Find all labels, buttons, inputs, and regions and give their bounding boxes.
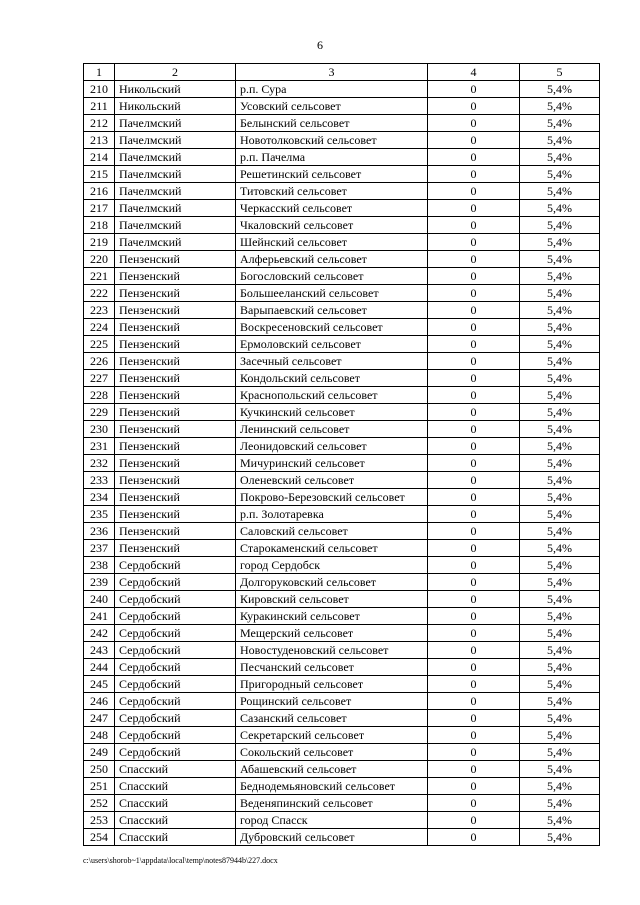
rate-cell: 5,4% — [520, 642, 600, 659]
value-cell: 0 — [428, 421, 520, 438]
settlement-cell: Мичуринский сельсовет — [236, 455, 428, 472]
table-row — [84, 115, 600, 132]
rate-cell: 5,4% — [520, 370, 600, 387]
rate-cell: 5,4% — [520, 693, 600, 710]
table-row — [84, 472, 600, 489]
settlement-cell: Беднодемьяновский сельсовет — [236, 778, 428, 795]
value-cell: 0 — [428, 353, 520, 370]
table-row — [84, 489, 600, 506]
table-row — [84, 268, 600, 285]
settlement-cell: Кондольский сельсовет — [236, 370, 428, 387]
district-cell: Сердобский — [115, 557, 236, 574]
table-header-row — [84, 64, 600, 81]
district-cell: Пензенский — [115, 523, 236, 540]
header-col-1: 1 — [84, 64, 115, 81]
table-row — [84, 540, 600, 557]
row-number: 227 — [84, 370, 115, 387]
row-number: 244 — [84, 659, 115, 676]
rate-cell: 5,4% — [520, 353, 600, 370]
value-cell: 0 — [428, 285, 520, 302]
district-cell: Сердобский — [115, 591, 236, 608]
settlement-cell: Рощинский сельсовет — [236, 693, 428, 710]
settlement-cell: Варыпаевский сельсовет — [236, 302, 428, 319]
rate-cell: 5,4% — [520, 540, 600, 557]
value-cell: 0 — [428, 727, 520, 744]
district-cell: Сердобский — [115, 727, 236, 744]
value-cell: 0 — [428, 149, 520, 166]
district-cell: Пензенский — [115, 540, 236, 557]
settlement-cell: Черкасский сельсовет — [236, 200, 428, 217]
settlement-cell: Алферьевский сельсовет — [236, 251, 428, 268]
table-row — [84, 693, 600, 710]
rate-cell: 5,4% — [520, 523, 600, 540]
value-cell: 0 — [428, 608, 520, 625]
settlement-cell: Богословский сельсовет — [236, 268, 428, 285]
table-row — [84, 795, 600, 812]
value-cell: 0 — [428, 217, 520, 234]
district-cell: Сердобский — [115, 625, 236, 642]
district-cell: Пензенский — [115, 285, 236, 302]
settlement-cell: р.п. Пачелма — [236, 149, 428, 166]
row-number: 215 — [84, 166, 115, 183]
rate-cell: 5,4% — [520, 778, 600, 795]
rate-cell: 5,4% — [520, 268, 600, 285]
row-number: 254 — [84, 829, 115, 846]
rate-cell: 5,4% — [520, 98, 600, 115]
table-row — [84, 676, 600, 693]
table-row — [84, 574, 600, 591]
rate-cell: 5,4% — [520, 404, 600, 421]
settlement-cell: Абашевский сельсовет — [236, 761, 428, 778]
rate-cell: 5,4% — [520, 761, 600, 778]
value-cell: 0 — [428, 506, 520, 523]
value-cell: 0 — [428, 166, 520, 183]
value-cell: 0 — [428, 659, 520, 676]
rate-cell: 5,4% — [520, 591, 600, 608]
rate-cell: 5,4% — [520, 506, 600, 523]
value-cell: 0 — [428, 234, 520, 251]
rate-cell: 5,4% — [520, 608, 600, 625]
header-col-3: 3 — [236, 64, 428, 81]
value-cell: 0 — [428, 98, 520, 115]
value-cell: 0 — [428, 795, 520, 812]
value-cell: 0 — [428, 268, 520, 285]
table-row — [84, 353, 600, 370]
row-number: 240 — [84, 591, 115, 608]
value-cell: 0 — [428, 438, 520, 455]
table-row — [84, 523, 600, 540]
page-number: 6 — [317, 38, 323, 52]
district-cell: Спасский — [115, 795, 236, 812]
value-cell: 0 — [428, 336, 520, 353]
district-cell: Пензенский — [115, 472, 236, 489]
rate-cell: 5,4% — [520, 132, 600, 149]
row-number: 228 — [84, 387, 115, 404]
settlement-cell: Ленинский сельсовет — [236, 421, 428, 438]
table-row — [84, 149, 600, 166]
district-cell: Сердобский — [115, 676, 236, 693]
settlement-cell: Воскресеновский сельсовет — [236, 319, 428, 336]
settlement-cell: Кучкинский сельсовет — [236, 404, 428, 421]
table-row — [84, 370, 600, 387]
district-cell: Сердобский — [115, 608, 236, 625]
table-row — [84, 285, 600, 302]
rate-cell: 5,4% — [520, 659, 600, 676]
rate-cell: 5,4% — [520, 251, 600, 268]
table-row — [84, 217, 600, 234]
table-row — [84, 183, 600, 200]
row-number: 218 — [84, 217, 115, 234]
rate-cell: 5,4% — [520, 438, 600, 455]
table-row — [84, 387, 600, 404]
row-number: 223 — [84, 302, 115, 319]
district-cell: Спасский — [115, 778, 236, 795]
row-number: 238 — [84, 557, 115, 574]
district-cell: Пачелмский — [115, 234, 236, 251]
row-number: 232 — [84, 455, 115, 472]
row-number: 245 — [84, 676, 115, 693]
table-row — [84, 302, 600, 319]
rate-cell: 5,4% — [520, 285, 600, 302]
row-number: 219 — [84, 234, 115, 251]
table-row — [84, 557, 600, 574]
settlement-cell: Пригородный сельсовет — [236, 676, 428, 693]
table-row — [84, 778, 600, 795]
rate-cell: 5,4% — [520, 574, 600, 591]
rate-cell: 5,4% — [520, 387, 600, 404]
district-cell: Пензенский — [115, 455, 236, 472]
table-row — [84, 438, 600, 455]
settlement-cell: Старокаменский сельсовет — [236, 540, 428, 557]
rate-cell: 5,4% — [520, 455, 600, 472]
table-row — [84, 812, 600, 829]
value-cell: 0 — [428, 557, 520, 574]
district-cell: Сердобский — [115, 642, 236, 659]
value-cell: 0 — [428, 812, 520, 829]
row-number: 211 — [84, 98, 115, 115]
settlement-cell: Саловский сельсовет — [236, 523, 428, 540]
rate-cell: 5,4% — [520, 727, 600, 744]
table-row — [84, 251, 600, 268]
row-number: 241 — [84, 608, 115, 625]
settlement-cell: Белынский сельсовет — [236, 115, 428, 132]
row-number: 212 — [84, 115, 115, 132]
settlement-cell: Покрово-Березовский сельсовет — [236, 489, 428, 506]
settlement-cell: р.п. Сура — [236, 81, 428, 98]
value-cell: 0 — [428, 251, 520, 268]
value-cell: 0 — [428, 115, 520, 132]
settlement-cell: Песчанский сельсовет — [236, 659, 428, 676]
table-row — [84, 166, 600, 183]
row-number: 216 — [84, 183, 115, 200]
row-number: 234 — [84, 489, 115, 506]
table-row — [84, 234, 600, 251]
row-number: 231 — [84, 438, 115, 455]
row-number: 221 — [84, 268, 115, 285]
rate-cell: 5,4% — [520, 557, 600, 574]
rate-cell: 5,4% — [520, 744, 600, 761]
value-cell: 0 — [428, 387, 520, 404]
table-row — [84, 625, 600, 642]
row-number: 249 — [84, 744, 115, 761]
district-cell: Никольский — [115, 81, 236, 98]
row-number: 243 — [84, 642, 115, 659]
row-number: 220 — [84, 251, 115, 268]
value-cell: 0 — [428, 625, 520, 642]
row-number: 253 — [84, 812, 115, 829]
value-cell: 0 — [428, 302, 520, 319]
rate-cell: 5,4% — [520, 115, 600, 132]
value-cell: 0 — [428, 642, 520, 659]
settlement-cell: город Спасск — [236, 812, 428, 829]
data-table — [83, 63, 600, 846]
settlement-cell: Куракинский сельсовет — [236, 608, 428, 625]
table-row — [84, 404, 600, 421]
district-cell: Никольский — [115, 98, 236, 115]
value-cell: 0 — [428, 574, 520, 591]
district-cell: Пачелмский — [115, 115, 236, 132]
table-row — [84, 200, 600, 217]
table-row — [84, 761, 600, 778]
district-cell: Пензенский — [115, 370, 236, 387]
district-cell: Пензенский — [115, 387, 236, 404]
rate-cell: 5,4% — [520, 319, 600, 336]
value-cell: 0 — [428, 455, 520, 472]
table-row — [84, 455, 600, 472]
district-cell: Пензенский — [115, 489, 236, 506]
rate-cell: 5,4% — [520, 421, 600, 438]
value-cell: 0 — [428, 370, 520, 387]
row-number: 251 — [84, 778, 115, 795]
settlement-cell: Шейнский сельсовет — [236, 234, 428, 251]
rate-cell: 5,4% — [520, 149, 600, 166]
row-number: 246 — [84, 693, 115, 710]
settlement-cell: Сокольский сельсовет — [236, 744, 428, 761]
district-cell: Пачелмский — [115, 132, 236, 149]
table-row — [84, 319, 600, 336]
settlement-cell: р.п. Золотаревка — [236, 506, 428, 523]
rate-cell: 5,4% — [520, 217, 600, 234]
rate-cell: 5,4% — [520, 795, 600, 812]
value-cell: 0 — [428, 404, 520, 421]
table-row — [84, 132, 600, 149]
district-cell: Пензенский — [115, 251, 236, 268]
district-cell: Пензенский — [115, 302, 236, 319]
row-number: 226 — [84, 353, 115, 370]
value-cell: 0 — [428, 710, 520, 727]
rate-cell: 5,4% — [520, 234, 600, 251]
table-row — [84, 744, 600, 761]
table-row — [84, 421, 600, 438]
rate-cell: 5,4% — [520, 829, 600, 846]
rate-cell: 5,4% — [520, 200, 600, 217]
table-row — [84, 608, 600, 625]
value-cell: 0 — [428, 183, 520, 200]
settlement-cell: Большееланский сельсовет — [236, 285, 428, 302]
district-cell: Сердобский — [115, 574, 236, 591]
settlement-cell: Ермоловский сельсовет — [236, 336, 428, 353]
district-cell: Пензенский — [115, 319, 236, 336]
row-number: 247 — [84, 710, 115, 727]
file-path-footer: c:\users\shorob~1\appdata\local\temp\notes87944b\227.docx — [83, 856, 278, 865]
district-cell: Сердобский — [115, 659, 236, 676]
value-cell: 0 — [428, 829, 520, 846]
district-cell: Пачелмский — [115, 149, 236, 166]
table-row — [84, 829, 600, 846]
row-number: 233 — [84, 472, 115, 489]
rate-cell: 5,4% — [520, 625, 600, 642]
district-cell: Спасский — [115, 761, 236, 778]
settlement-cell: Краснопольский сельсовет — [236, 387, 428, 404]
rate-cell: 5,4% — [520, 676, 600, 693]
table-row — [84, 659, 600, 676]
district-cell: Пензенский — [115, 404, 236, 421]
value-cell: 0 — [428, 693, 520, 710]
rate-cell: 5,4% — [520, 489, 600, 506]
district-cell: Пензенский — [115, 268, 236, 285]
table-row — [84, 710, 600, 727]
value-cell: 0 — [428, 676, 520, 693]
row-number: 230 — [84, 421, 115, 438]
settlement-cell: Чкаловский сельсовет — [236, 217, 428, 234]
row-number: 210 — [84, 81, 115, 98]
settlement-cell: Титовский сельсовет — [236, 183, 428, 200]
rate-cell: 5,4% — [520, 81, 600, 98]
value-cell: 0 — [428, 761, 520, 778]
table-row — [84, 642, 600, 659]
settlement-cell: Кировский сельсовет — [236, 591, 428, 608]
district-cell: Сердобский — [115, 710, 236, 727]
settlement-cell: Леонидовский сельсовет — [236, 438, 428, 455]
settlement-cell: Оленевский сельсовет — [236, 472, 428, 489]
district-cell: Пачелмский — [115, 200, 236, 217]
value-cell: 0 — [428, 472, 520, 489]
row-number: 242 — [84, 625, 115, 642]
settlement-cell: Новотолковский сельсовет — [236, 132, 428, 149]
district-cell: Пензенский — [115, 421, 236, 438]
row-number: 237 — [84, 540, 115, 557]
settlement-cell: Сазанский сельсовет — [236, 710, 428, 727]
district-cell: Спасский — [115, 812, 236, 829]
district-cell: Пензенский — [115, 353, 236, 370]
district-cell: Пачелмский — [115, 217, 236, 234]
value-cell: 0 — [428, 744, 520, 761]
row-number: 235 — [84, 506, 115, 523]
header-col-4: 4 — [428, 64, 520, 81]
table-body — [84, 64, 600, 846]
row-number: 239 — [84, 574, 115, 591]
value-cell: 0 — [428, 489, 520, 506]
settlement-cell: Новостуденовский сельсовет — [236, 642, 428, 659]
table-row — [84, 506, 600, 523]
settlement-cell: Мещерский сельсовет — [236, 625, 428, 642]
value-cell: 0 — [428, 132, 520, 149]
table-row — [84, 336, 600, 353]
settlement-cell: Веденяпинский сельсовет — [236, 795, 428, 812]
rate-cell: 5,4% — [520, 336, 600, 353]
district-cell: Пензенский — [115, 438, 236, 455]
value-cell: 0 — [428, 81, 520, 98]
district-cell: Пензенский — [115, 336, 236, 353]
settlement-cell: Долгоруковский сельсовет — [236, 574, 428, 591]
table-row — [84, 727, 600, 744]
value-cell: 0 — [428, 200, 520, 217]
rate-cell: 5,4% — [520, 710, 600, 727]
settlement-cell: Решетинский сельсовет — [236, 166, 428, 183]
settlement-cell: город Сердобск — [236, 557, 428, 574]
rate-cell: 5,4% — [520, 166, 600, 183]
value-cell: 0 — [428, 540, 520, 557]
row-number: 225 — [84, 336, 115, 353]
district-cell: Пачелмский — [115, 183, 236, 200]
district-cell: Пензенский — [115, 506, 236, 523]
rate-cell: 5,4% — [520, 302, 600, 319]
value-cell: 0 — [428, 778, 520, 795]
rate-cell: 5,4% — [520, 183, 600, 200]
value-cell: 0 — [428, 319, 520, 336]
row-number: 252 — [84, 795, 115, 812]
value-cell: 0 — [428, 591, 520, 608]
district-cell: Пачелмский — [115, 166, 236, 183]
rate-cell: 5,4% — [520, 812, 600, 829]
row-number: 214 — [84, 149, 115, 166]
row-number: 236 — [84, 523, 115, 540]
row-number: 229 — [84, 404, 115, 421]
settlement-cell: Дубровский сельсовет — [236, 829, 428, 846]
row-number: 222 — [84, 285, 115, 302]
table-row — [84, 98, 600, 115]
rate-cell: 5,4% — [520, 472, 600, 489]
row-number: 213 — [84, 132, 115, 149]
value-cell: 0 — [428, 523, 520, 540]
district-cell: Спасский — [115, 829, 236, 846]
settlement-cell: Усовский сельсовет — [236, 98, 428, 115]
table-row — [84, 81, 600, 98]
row-number: 224 — [84, 319, 115, 336]
table-row — [84, 591, 600, 608]
row-number: 250 — [84, 761, 115, 778]
row-number: 217 — [84, 200, 115, 217]
header-col-2: 2 — [115, 64, 236, 81]
district-cell: Сердобский — [115, 744, 236, 761]
district-cell: Сердобский — [115, 693, 236, 710]
settlement-cell: Засечный сельсовет — [236, 353, 428, 370]
settlement-cell: Секретарский сельсовет — [236, 727, 428, 744]
row-number: 248 — [84, 727, 115, 744]
header-col-5: 5 — [520, 64, 600, 81]
